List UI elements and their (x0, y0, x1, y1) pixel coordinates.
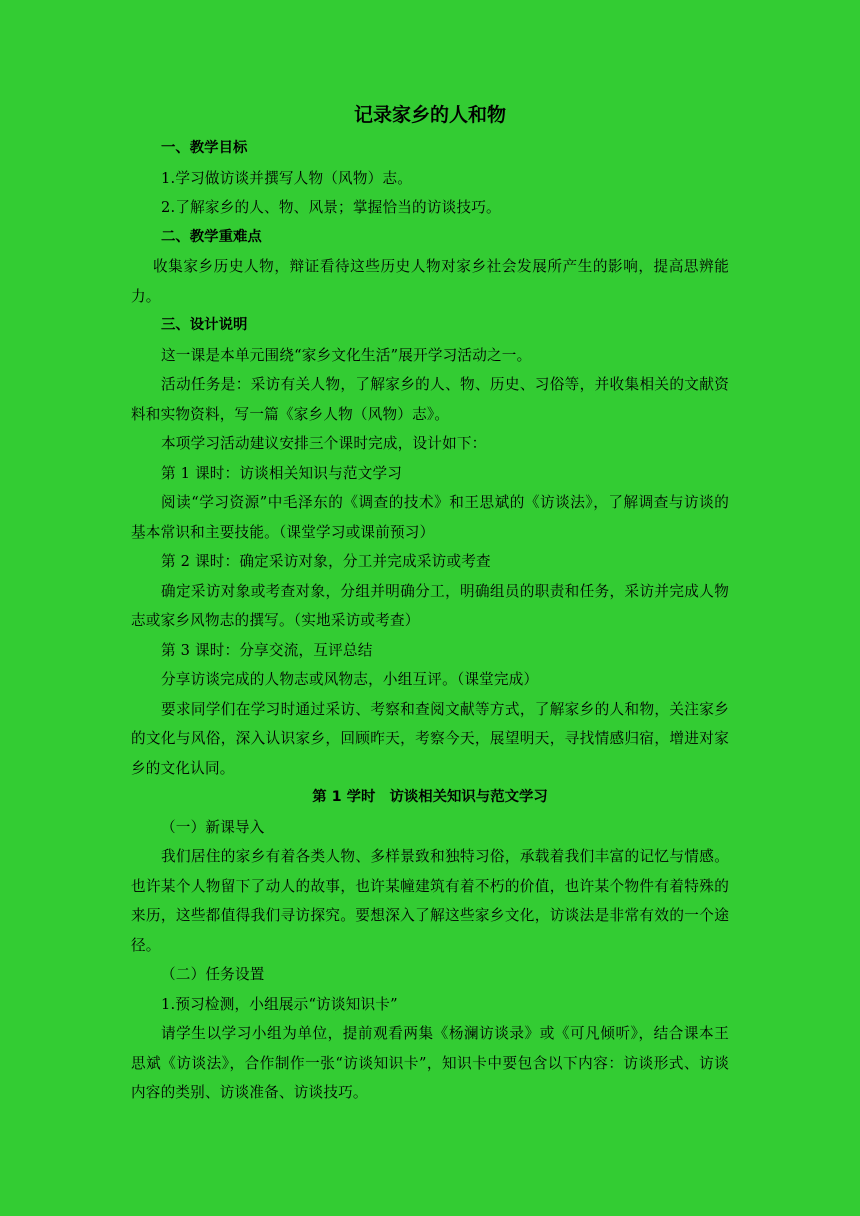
document-page (131, 100, 729, 1108)
lesson-1-body: 阅读“学习资源”中毛泽东的《调查的技术》和王思斌的《访谈法》，了解调查与访谈的基本常识和主要技能。（课堂学习或课前预习） (131, 494, 729, 541)
goal-item-1: 1.学习做访谈并撰写人物（风物）志。 (161, 169, 413, 187)
design-summary-paragraph: 要求同学们在学习时通过采访、考察和查阅文献等方式，了解家乡的人和物，关注家乡的文化与风俗，深入认识家乡，回顾昨天，考察今天，展望明天，寻找情感归宿，增进对家乡的文化认同。 (131, 700, 729, 777)
task-1-title: 1.预习检测，小组展示“访谈知识卡” (161, 995, 398, 1013)
goal-item-2: 2.了解家乡的人、物、风景；掌握恰当的访谈技巧。 (161, 199, 501, 216)
subsection-task-heading: （二）任务设置 (161, 966, 265, 983)
lesson-1-title: 第 1 课时：访谈相关知识与范文学习 (161, 464, 403, 482)
lesson-3-body: 分享访谈完成的人物志或风物志，小组互评。（课堂完成） (161, 671, 539, 688)
document-title: 记录家乡的人和物 (353, 104, 506, 126)
key-point-paragraph: 收集家乡历史人物，辩证看待这些历史人物对家乡社会发展所产生的影响，提高思辨能力。 (131, 258, 729, 305)
design-paragraph-2: 活动任务是：采访有关人物，了解家乡的人、物、历史、习俗等，并收集相关的文献资料和实物资料，写一篇《家乡人物（风物）志》。 (131, 376, 729, 423)
intro-paragraph: 我们居住的家乡有着各类人物、多样景致和独特习俗，承载着我们丰富的记忆与情感。也许某个人物留下了动人的故事，也许某幢建筑有着不朽的价值，也许某个物件有着特殊的来历，这些都值得我们寻访探究。要想深入了解这些家乡文化，访谈法是非常有效的一个途径。 (131, 848, 729, 954)
lesson-section-number: 第 1 学时 (312, 789, 376, 805)
section-heading-goals: 一、教学目标 (161, 140, 248, 156)
subsection-intro-heading: （一）新课导入 (161, 818, 265, 836)
lesson-section-topic: 访谈相关知识与范文学习 (389, 789, 548, 805)
lesson-3-title: 第 3 课时：分享交流，互评总结 (161, 641, 373, 659)
lesson-2-title: 第 2 课时：确定采访对象，分工并完成采访或考查 (161, 553, 491, 570)
lesson-section-title (131, 783, 729, 813)
lesson-2-body: 确定采访对象或考查对象，分组并明确分工，明确组员的职责和任务，采访并完成人物志或家乡风物志的撰写。（实地采访或考查） (131, 582, 729, 629)
design-paragraph-1: 这一课是本单元围绕“家乡文化生活”展开学习活动之一。 (161, 346, 532, 364)
section-heading-design: 三、设计说明 (161, 317, 248, 333)
task-1-body: 请学生以学习小组为单位，提前观看两集《杨澜访谈录》或《可凡倾听》，结合课本王思斌《访谈法》，合作制作一张“访谈知识卡”，知识卡中要包含以下内容：访谈形式、访谈内容的类别、访谈准备、访谈技巧。 (131, 1025, 729, 1101)
design-paragraph-3: 本项学习活动建议安排三个课时完成，设计如下： (161, 435, 487, 452)
section-heading-key-points: 二、教学重难点 (161, 228, 262, 245)
